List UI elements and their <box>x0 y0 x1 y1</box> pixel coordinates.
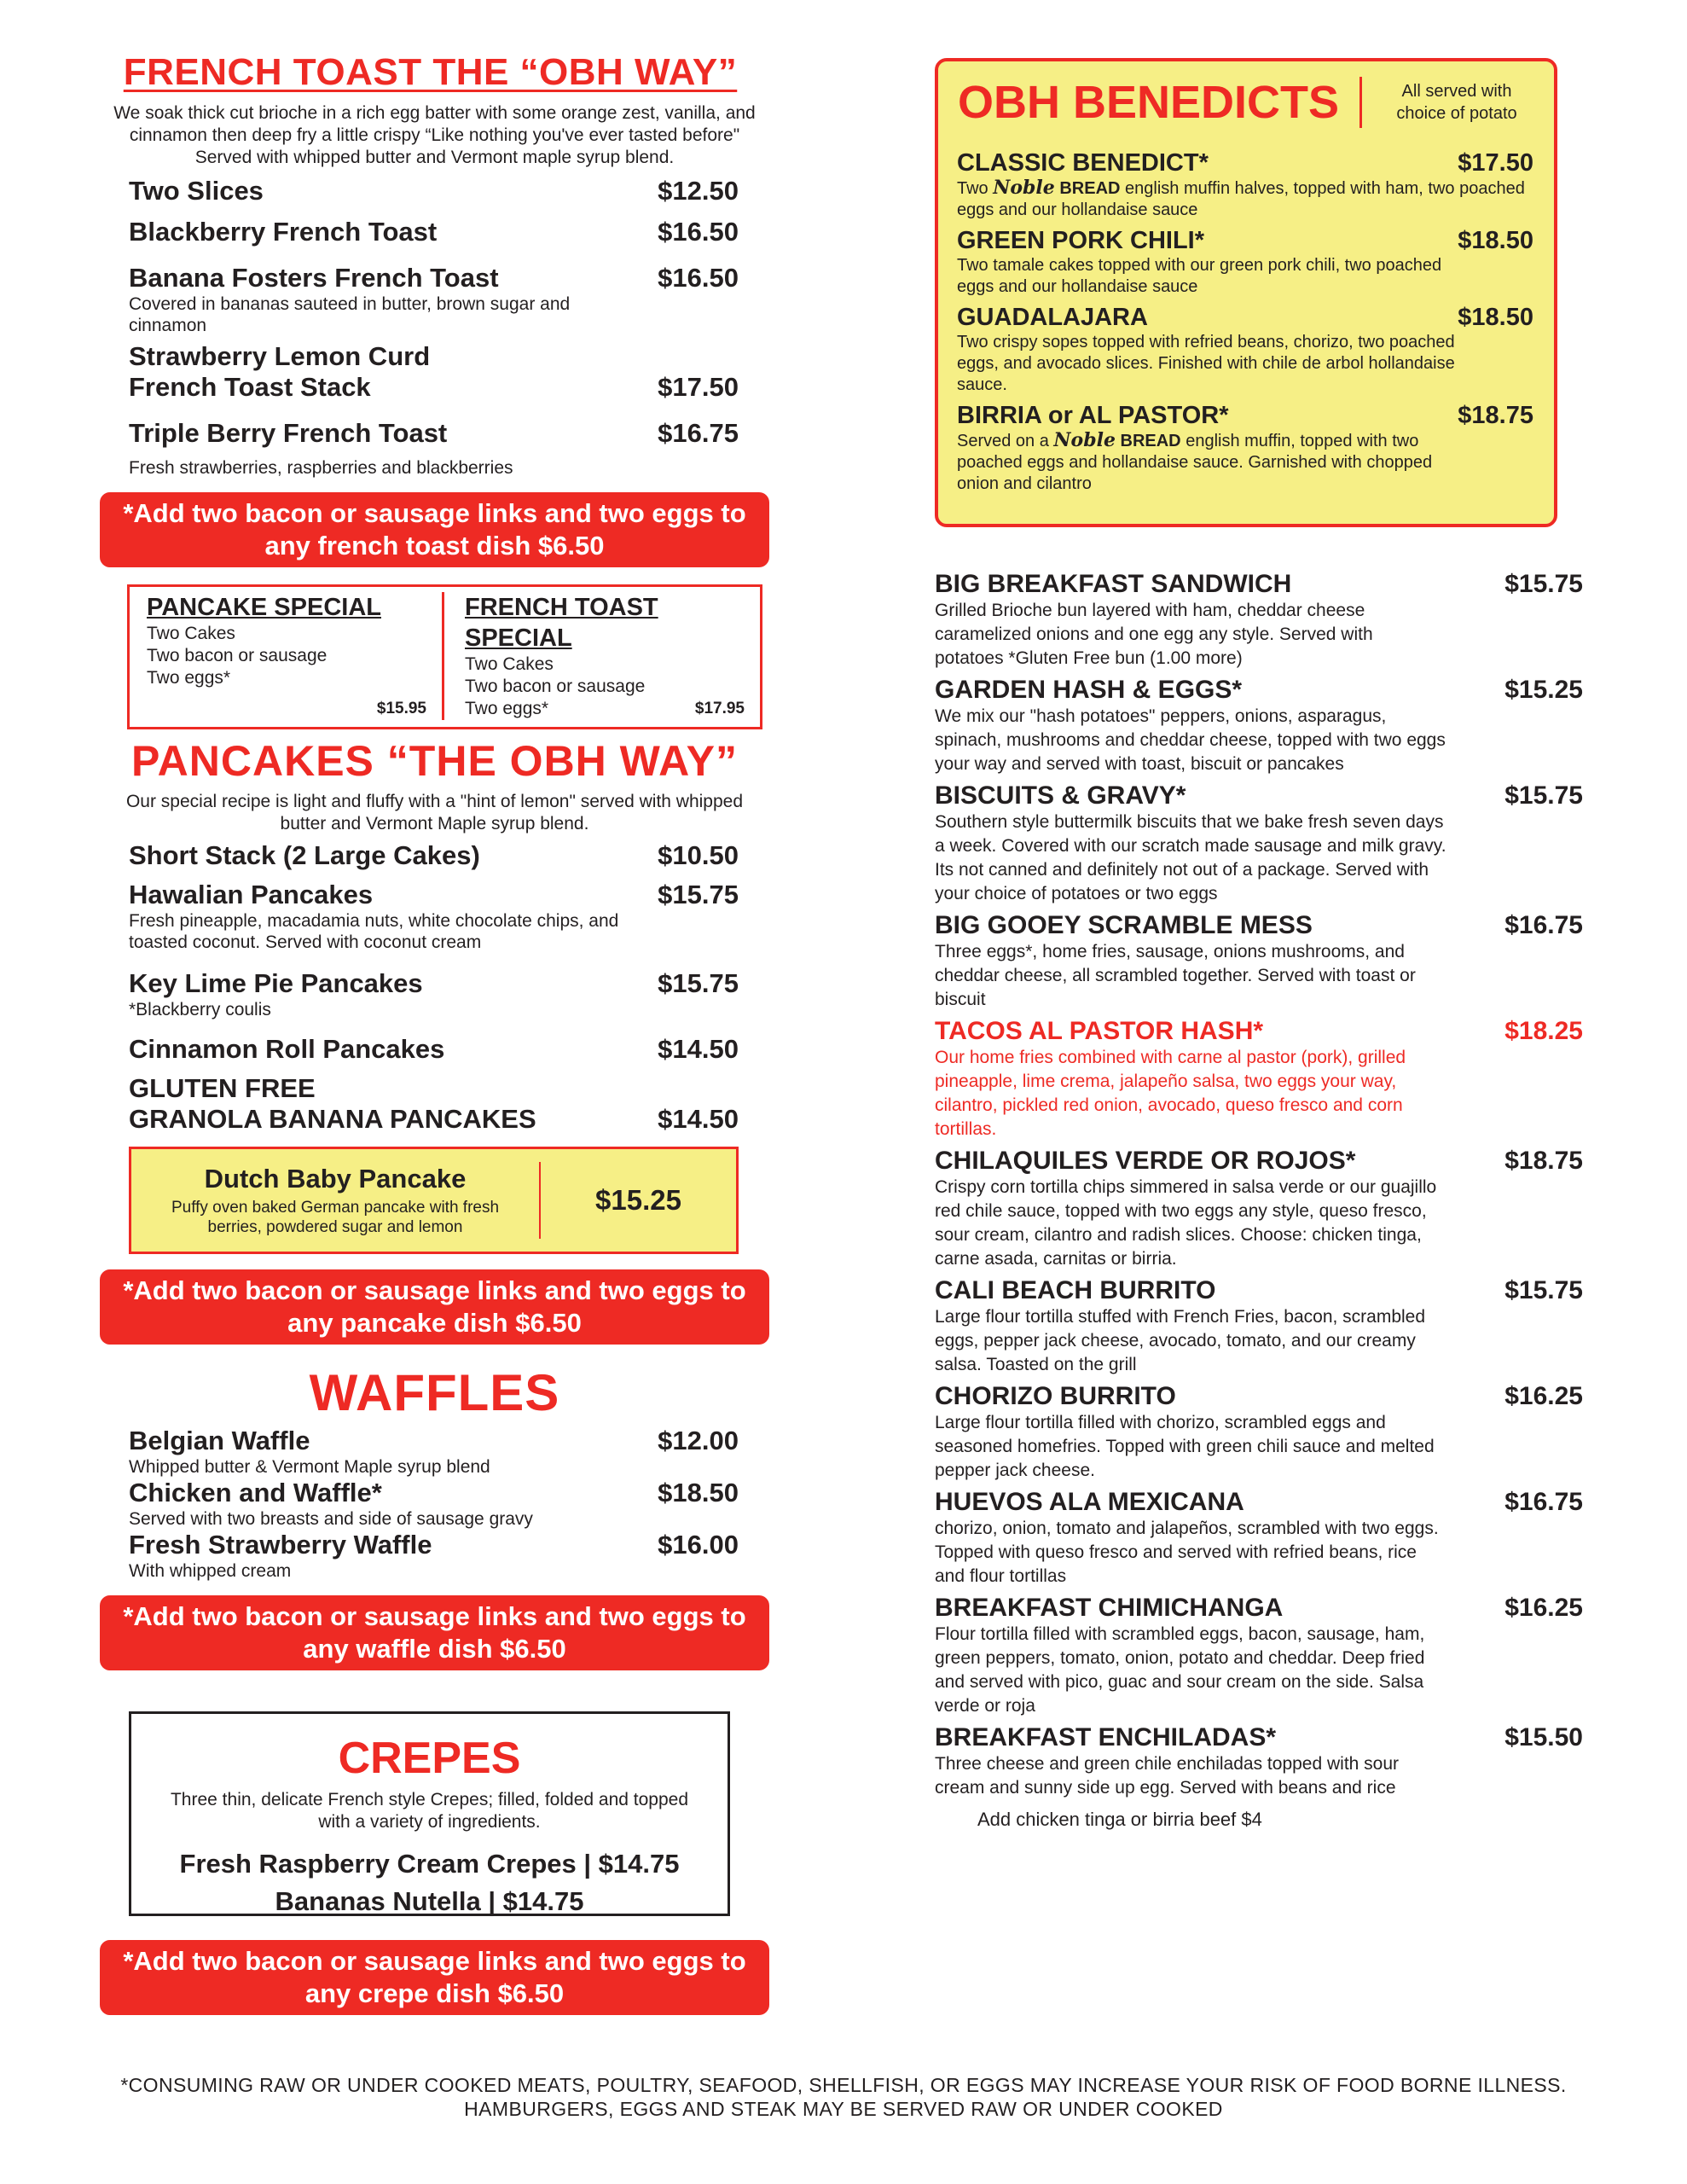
item-description: Fresh pineapple, macadamia nuts, white chocolate chips, and toasted coconut. Served with coconut cream <box>129 911 619 952</box>
item-description: Large flour tortilla stuffed with French Fries, bacon, scrambled eggs, pepper jack cheese, avocado, tomato, and our creamy salsa. Toasted on the grill <box>935 1307 1426 1374</box>
item-price: $12.00 <box>658 1426 739 1455</box>
item-name: Short Stack (2 Large Cakes) <box>129 840 480 870</box>
benedicts-note: All served with choice of potato <box>1396 82 1517 123</box>
benedict-item <box>957 226 1533 298</box>
menu-item <box>129 176 739 206</box>
item-price: $15.75 <box>658 968 739 998</box>
item-name: TACOS AL PASTOR HASH* <box>935 1017 1264 1045</box>
right-column <box>935 58 1583 1831</box>
item-name-line2: GRANOLA BANANA PANCAKES <box>129 1104 536 1134</box>
add-on-banner: *Add two bacon or sausage links and two eggs to any crepe dish $6.50 <box>100 1940 769 2015</box>
special-line: Two Cakes <box>465 654 554 674</box>
item-price: $15.75 <box>658 880 739 909</box>
specials-box <box>127 584 762 729</box>
special-price: $17.95 <box>694 700 745 717</box>
waffles-title: WAFFLES <box>309 1364 560 1421</box>
item-price: $16.75 <box>1504 911 1583 939</box>
bread-word: BREAD <box>1059 179 1121 198</box>
item-description: Large flour tortilla filled with chorizo, scrambled eggs and seasoned homefries. Topped with green chili sauce and melted pepper jack cheese. <box>935 1413 1435 1480</box>
dutch-baby-price: $15.25 <box>595 1184 681 1216</box>
footer-line: HAMBURGERS, EGGS AND STEAK MAY BE SERVED RAW OR UNDER COOKED <box>464 2098 1223 2120</box>
item-price: $16.75 <box>1504 1488 1583 1516</box>
item-name: GLUTEN FREE <box>129 1073 316 1103</box>
menu-item <box>129 968 739 1020</box>
item-name: BIG GOOEY SCRAMBLE MESS <box>935 911 1313 939</box>
special-line: Two bacon or sausage <box>465 677 646 696</box>
footer-line: *CONSUMING RAW OR UNDER COOKED MEATS, POULTRY, SEAFOOD, SHELLFISH, OR EGGS MAY INCREASE YOUR RISK OF FOOD BORNE ILLNESS. <box>120 2074 1567 2096</box>
item-name: CLASSIC BENEDICT* <box>957 149 1209 177</box>
item-price: $14.50 <box>658 1104 739 1134</box>
crepes-title: CREPES <box>338 1734 521 1783</box>
desc-lead: Two <box>957 179 988 198</box>
pancakes-intro: Our special recipe is light and fluffy with a "hint of lemon" served with whipped butter and Vermont Maple syrup blend. <box>125 792 744 834</box>
item-description: Three eggs*, home fries, sausage, onions mushrooms, and cheddar cheese, all scrambled together. Served with toast or biscuit <box>935 942 1416 1009</box>
dutch-baby-box <box>129 1147 739 1254</box>
menu-item <box>129 840 739 871</box>
special-line: Two eggs* <box>147 668 231 688</box>
menu-item <box>935 1723 1583 1800</box>
item-description: Fresh strawberries, raspberries and blackberries <box>129 458 513 478</box>
item-name: HUEVOS ALA MEXICANA <box>935 1488 1244 1516</box>
item-description: Two crispy sopes topped with refried beans, chorizo, two poached eggs, and avocado slices. Finished with chile de arbol hollandaise sauce. <box>957 333 1455 394</box>
item-name: CHORIZO BURRITO <box>935 1382 1176 1410</box>
item-description: Flour tortilla filled with scrambled eggs, bacon, sausage, ham, green peppers, tomato, onion, potato and cheddar. Deep fried and served with pico, guac and sour cream on the side. Salsa verde or roja <box>935 1624 1425 1716</box>
item-description: We mix our "hash potatoes" peppers, onions, asparagus, spinach, mushrooms and cheddar cheese, topped with two eggs your way and served with toast, biscuit or pancakes <box>935 706 1446 774</box>
item-description: Three cheese and green chile enchiladas topped with sour cream and sunny side up egg. Served with beans and rice <box>935 1754 1400 1798</box>
item-price: $15.50 <box>1504 1723 1583 1751</box>
item-description: Our home fries combined with carne al pastor (pork), grilled pineapple, lime crema, jalapeño salsa, two eggs your way, cilantro, pickled red onion, avocado, queso fresco and corn tortillas. <box>935 1048 1406 1139</box>
menu-item <box>935 1594 1583 1718</box>
item-price: $18.50 <box>658 1478 739 1507</box>
item-description: Served with two breasts and side of sausage gravy <box>129 1509 533 1529</box>
add-on-banner: *Add two bacon or sausage links and two eggs to any french toast dish $6.50 <box>100 492 769 567</box>
menu-item <box>129 1478 739 1530</box>
crepe-item: Bananas Nutella | $14.75 <box>275 1886 584 1916</box>
item-price: $18.25 <box>1504 1017 1583 1045</box>
item-price: $18.50 <box>1458 227 1533 254</box>
menu-item <box>129 1073 739 1135</box>
health-warning-footer <box>0 2073 1687 2121</box>
item-name: GREEN PORK CHILI* <box>957 227 1205 254</box>
menu-item <box>935 911 1583 1012</box>
item-name: Two Slices <box>129 176 264 206</box>
special-price: $15.95 <box>376 700 426 717</box>
item-name: Blackberry French Toast <box>129 217 438 247</box>
pancakes-title: PANCAKES “THE OBH WAY” <box>131 737 738 785</box>
item-description <box>957 177 1554 221</box>
item-name: Banana Fosters French Toast <box>129 263 499 293</box>
noble-bread-logo: Noble <box>993 177 1055 199</box>
item-description: *Blackberry coulis <box>129 1000 271 1019</box>
menu-item <box>129 341 739 403</box>
item-price: $12.50 <box>658 176 739 206</box>
menu-item <box>129 1426 739 1478</box>
menu-item <box>935 1382 1583 1483</box>
benedict-item <box>957 401 1533 495</box>
item-price: $16.50 <box>658 217 739 247</box>
left-column <box>100 51 769 2015</box>
desc-rest: english muffin halves, topped with ham, two poached eggs and our hollandaise sauce <box>957 179 1525 219</box>
crepes-box <box>129 1711 730 1916</box>
item-name: BIRRIA or AL PASTOR* <box>957 402 1229 429</box>
item-price: $15.75 <box>1504 1276 1583 1304</box>
item-price: $14.50 <box>658 1034 739 1064</box>
benedicts-box <box>935 58 1557 527</box>
item-name: Cinnamon Roll Pancakes <box>129 1034 445 1064</box>
item-name: BIG BREAKFAST SANDWICH <box>935 570 1292 598</box>
item-price: $16.50 <box>658 263 739 293</box>
item-name-line2: French Toast Stack <box>129 372 371 402</box>
special-title: FRENCH TOAST SPECIAL <box>465 594 658 652</box>
item-name: Hawalian Pancakes <box>129 880 374 909</box>
item-price: $15.25 <box>1504 676 1583 704</box>
special-title: PANCAKE SPECIAL <box>147 594 381 621</box>
item-description: Crispy corn tortilla chips simmered in salsa verde or our guajillo red chile sauce, topped with two eggs any style, queso fresco, sour cream, cilantro and radish slices. Choose: chicken tinga, carne asada, carnitas or birria. <box>935 1177 1437 1269</box>
item-description: With whipped cream <box>129 1561 292 1581</box>
special-line: Two eggs* <box>465 699 549 718</box>
menu-item <box>129 1530 739 1582</box>
item-name: Fresh Strawberry Waffle <box>129 1530 432 1560</box>
benedict-item <box>957 303 1533 396</box>
item-price: $16.00 <box>658 1530 739 1560</box>
menu-item <box>129 263 739 336</box>
add-on-banner: *Add two bacon or sausage links and two eggs to any waffle dish $6.50 <box>100 1595 769 1670</box>
dutch-baby-info <box>131 1162 541 1239</box>
french-toast-intro: We soak thick cut brioche in a rich egg batter with some orange zest, vanilla, and cinnamon then deep fry a little crispy “Like nothing you've ever tasted before" Served with whipped butter and Vermont maple syrup blend. <box>113 103 756 167</box>
noble-bread-logo: Noble <box>1053 429 1116 451</box>
crepe-item: Fresh Raspberry Cream Crepes | $14.75 <box>179 1849 680 1879</box>
item-description: Southern style buttermilk biscuits that we bake fresh seven days a week. Covered with our scratch made sausage and milk gravy. Its not canned and definitely not out of a package. Served with your choice of potatoes or two eggs <box>935 812 1446 903</box>
menu-item <box>935 676 1583 776</box>
item-price: $18.75 <box>1504 1147 1583 1175</box>
item-description: Grilled Brioche bun layered with ham, cheddar cheese caramelized onions and one egg any style. Served with potatoes *Gluten Free bun (1.00 more) <box>935 601 1373 668</box>
menu-item <box>935 781 1583 906</box>
benedicts-header <box>957 77 1533 128</box>
item-description: Covered in bananas sauteed in butter, brown sugar and cinnamon <box>129 294 571 335</box>
dutch-baby-name: Dutch Baby Pancake <box>204 1164 467 1194</box>
right-menu-list <box>935 570 1583 1831</box>
menu-item <box>129 217 739 247</box>
item-price: $15.75 <box>1504 570 1583 598</box>
item-description <box>957 430 1469 495</box>
item-name: GUADALAJARA <box>957 304 1148 331</box>
french-toast-special <box>442 592 751 720</box>
item-name: CALI BEACH BURRITO <box>935 1276 1216 1304</box>
item-price: $17.50 <box>658 372 739 402</box>
item-name: GARDEN HASH & EGGS* <box>935 676 1243 704</box>
desc-rest: english muffin, topped with two poached eggs and hollandaise sauce. Garnished with chopped onion and cilantro <box>957 432 1433 493</box>
menu-item <box>935 1488 1583 1589</box>
desc-lead: Served on a <box>957 432 1049 450</box>
item-description: Whipped butter & Vermont Maple syrup blend <box>129 1457 490 1477</box>
french-toast-title: FRENCH TOAST THE “OBH WAY” <box>123 51 738 93</box>
item-name: CHILAQUILES VERDE OR ROJOS* <box>935 1147 1356 1175</box>
item-price: $18.75 <box>1458 402 1533 429</box>
menu-item <box>935 570 1583 671</box>
item-name: Triple Berry French Toast <box>129 418 448 448</box>
item-price: $10.50 <box>658 840 739 870</box>
item-price: $15.75 <box>1504 781 1583 810</box>
bread-word: BREAD <box>1120 432 1181 450</box>
special-line: Two Cakes <box>147 624 235 643</box>
item-price: $16.75 <box>658 418 739 448</box>
crepes-description: Three thin, delicate French style Crepes; filled, folded and topped with a variety of ingredients. <box>170 1790 689 1832</box>
item-name: BREAKFAST ENCHILADAS* <box>935 1723 1277 1751</box>
item-name: BREAKFAST CHIMICHANGA <box>935 1594 1284 1622</box>
benedict-item <box>957 148 1533 221</box>
item-name: Strawberry Lemon Curd <box>129 341 431 371</box>
special-line: Two bacon or sausage <box>147 646 328 665</box>
menu-item-featured <box>935 1017 1583 1141</box>
add-on-banner: *Add two bacon or sausage links and two eggs to any pancake dish $6.50 <box>100 1269 769 1345</box>
item-price: $18.50 <box>1458 304 1533 331</box>
dutch-baby-description: Puffy oven baked German pancake with fresh berries, powdered sugar and lemon <box>171 1199 500 1236</box>
menu-item <box>129 418 739 479</box>
item-price: $16.25 <box>1504 1594 1583 1622</box>
benedicts-title: OBH BENEDICTS <box>958 77 1362 128</box>
menu-item <box>935 1147 1583 1271</box>
pancake-special <box>147 592 433 720</box>
item-name: Belgian Waffle <box>129 1426 310 1455</box>
menu-item <box>935 1276 1583 1377</box>
item-description: chorizo, onion, tomato and jalapeños, scrambled with two eggs. Topped with queso fresco and served with refried beans, rice and flour tortillas <box>935 1519 1439 1586</box>
item-name: Key Lime Pie Pancakes <box>129 968 423 998</box>
item-price: $17.50 <box>1458 149 1533 177</box>
item-name: BISCUITS & GRAVY* <box>935 781 1186 810</box>
item-price: $16.25 <box>1504 1382 1583 1410</box>
menu-item <box>129 880 739 953</box>
item-description: Two tamale cakes topped with our green pork chili, two poached eggs and our hollandaise sauce <box>957 256 1442 296</box>
item-name: Chicken and Waffle* <box>129 1478 382 1507</box>
menu-item <box>129 1034 739 1065</box>
right-add-on-note: Add chicken tinga or birria beef $4 <box>977 1809 1262 1830</box>
